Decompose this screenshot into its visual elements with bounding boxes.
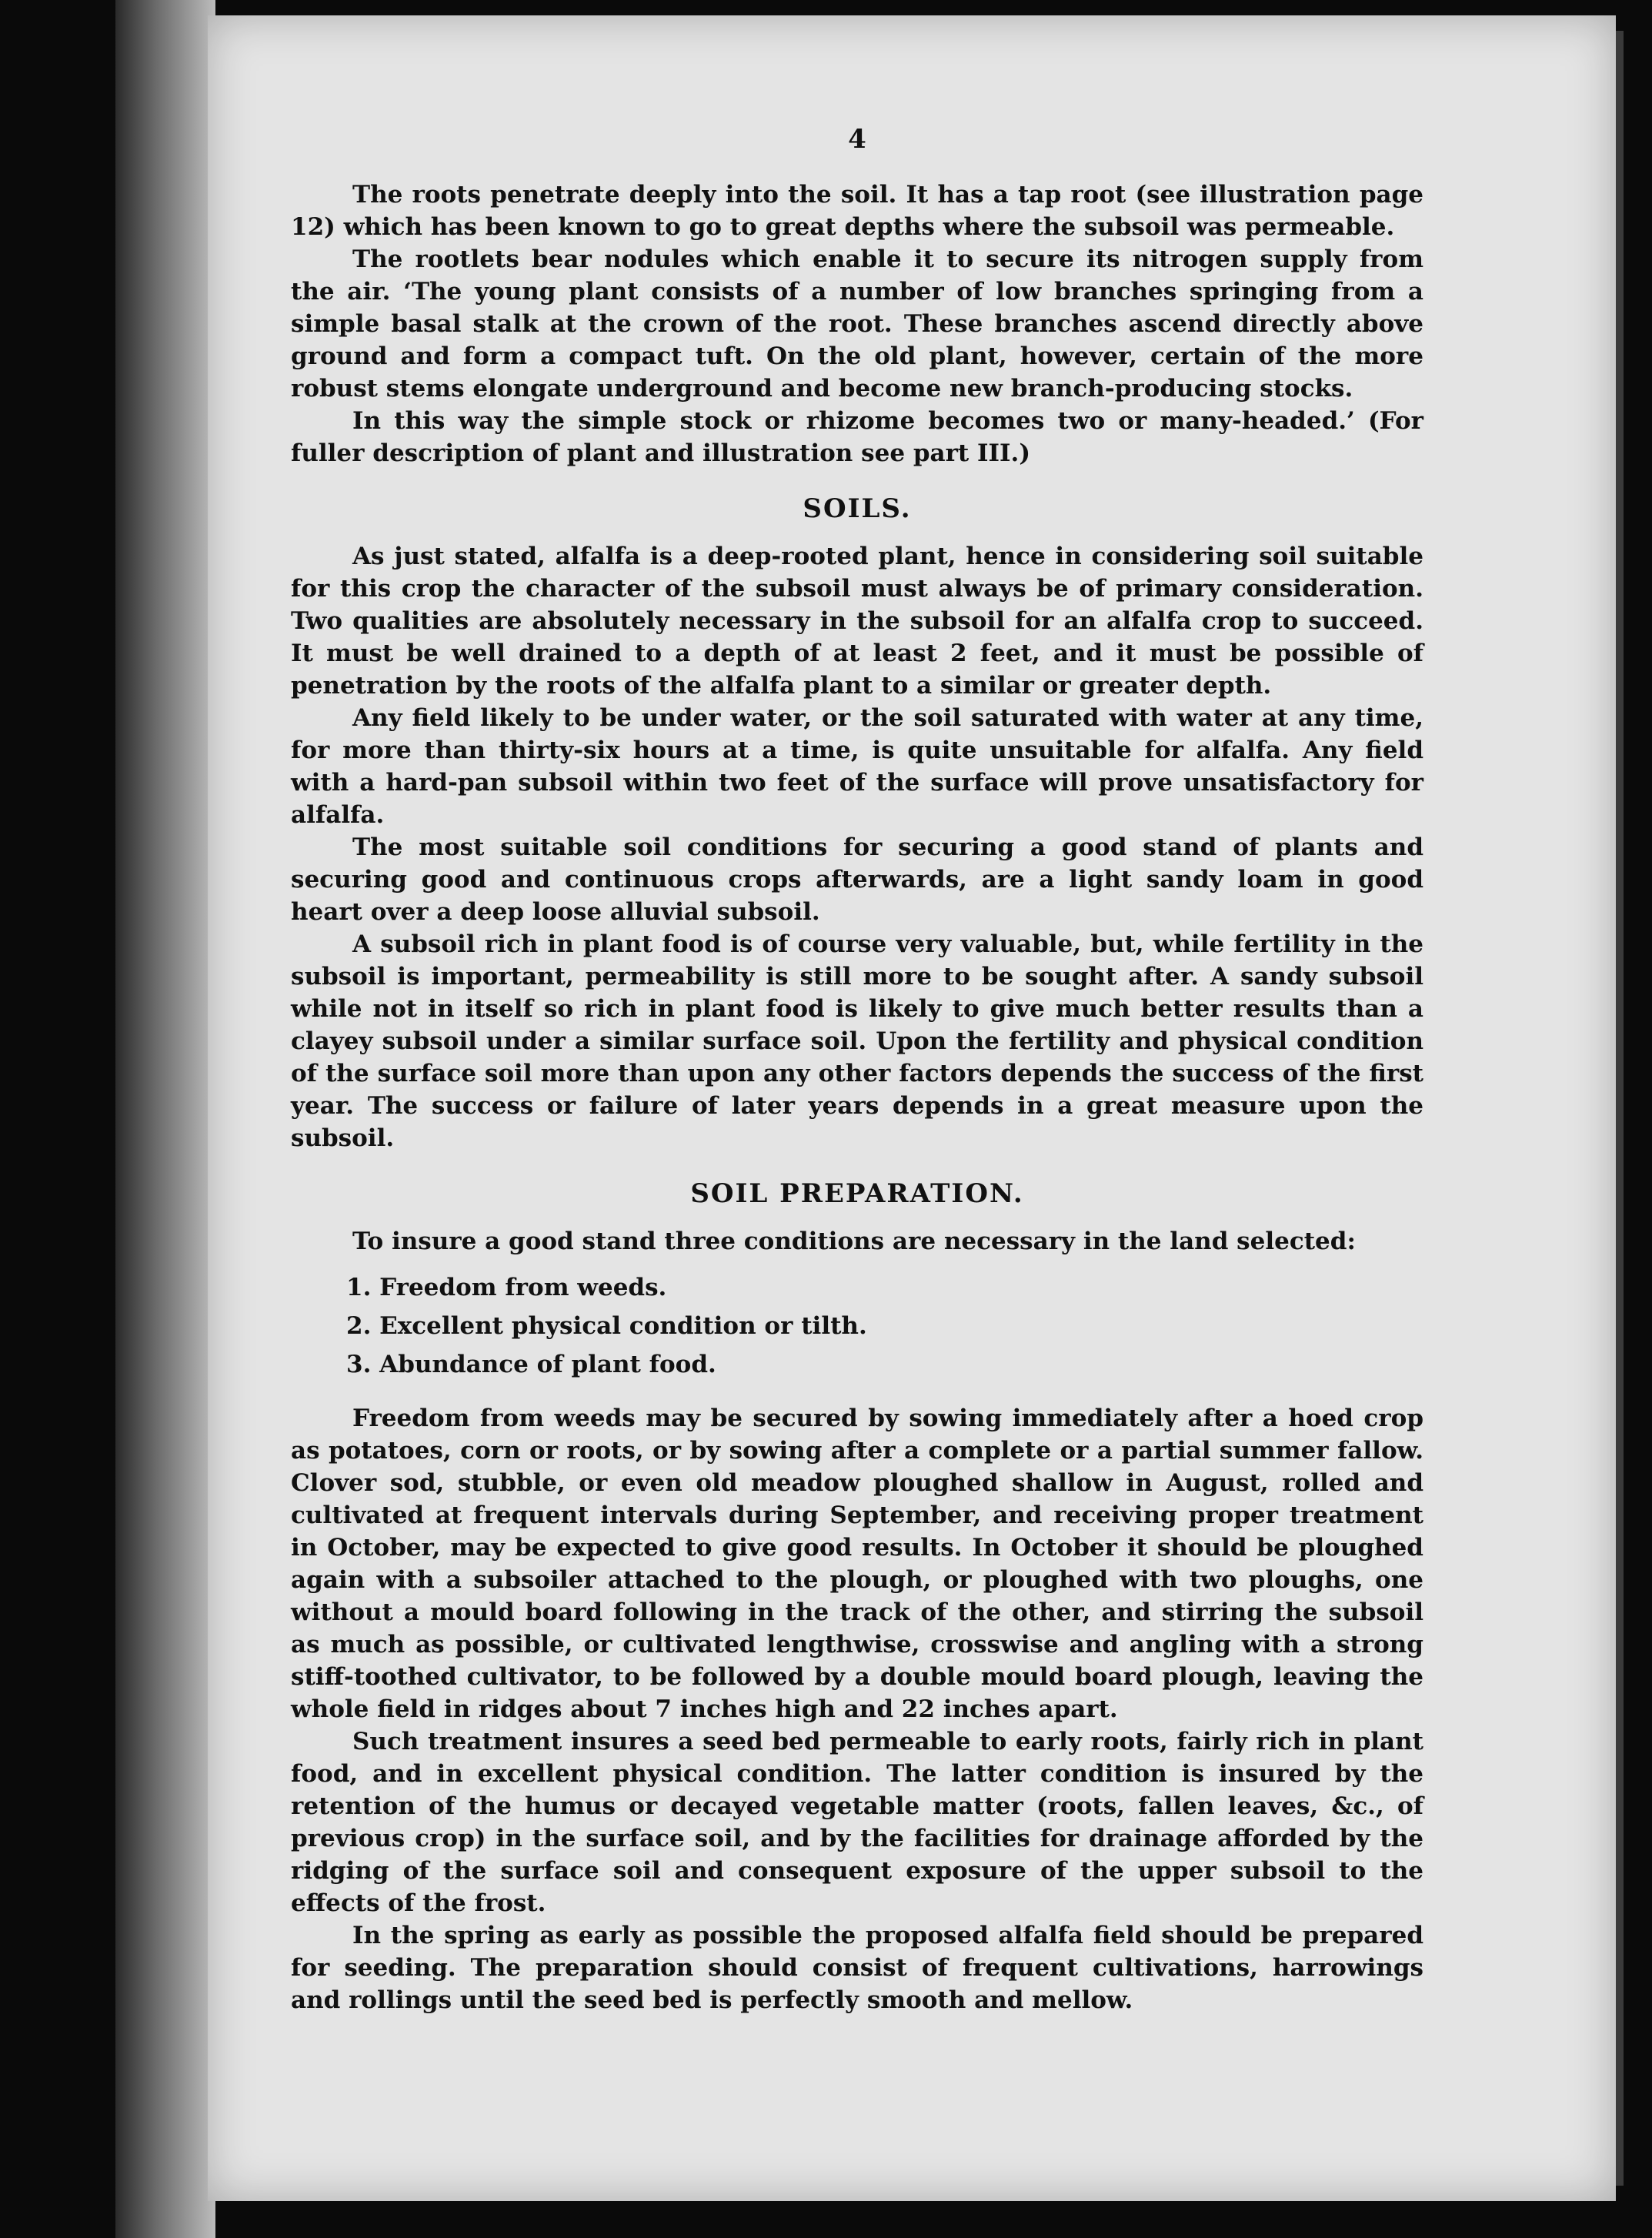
intro-paragraph-1: The roots penetrate deeply into the soil. It has a tap root (see illustration page 12) which has been known to go to great depths where the subsoil was permeable. [291, 181, 1423, 241]
soils-paragraph-2: Any field likely to be under water, or the soil saturated with water at any time, for more than thirty-six hours at a time, is quite unsuitable for alfalfa. Any field with a hard-pan subsoil within two feet of the surface will prove unsatisfactory for alfalfa. [291, 704, 1423, 829]
soils-paragraph-3: The most suitable soil conditions for securing a good stand of plants and securing good and continuous crops afterwards, are a light sandy loam in good heart over a deep loose alluvial subsoil. [291, 833, 1423, 926]
soils-heading: SOILS. [803, 493, 912, 524]
condition-item-3: 3. Abundance of plant food. [346, 1351, 716, 1378]
soil-preparation-heading: SOIL PREPARATION. [690, 1178, 1024, 1209]
soils-paragraph-4: A subsoil rich in plant food is of course very valuable, but, while fertility in the subsoil is important, permeability is still more to be sought after. A sandy subsoil while not in itself so rich in plant food is likely to give much better results than a clayey subsoil under a similar surface soil. Upon the fertility and physical condition of the surface soil more than upon any other factors depends the success of the first year. The success or failure of later years depends in a great measure upon the subsoil. [291, 930, 1423, 1152]
preparation-paragraph-2: Such treatment insures a seed bed permeable to early roots, fairly rich in plant food, and in excellent physical condition. The latter condition is insured by the retention of the humus or decayed vegetable matter (roots, fallen leaves, &c., of previous crop) in the surface soil, and by the facilities for drainage afforded by the ridging of the surface soil and consequent exposure of the upper subsoil to the effects of the frost. [291, 1728, 1423, 1917]
page-content [291, 123, 1423, 2016]
condition-item-1: 1. Freedom from weeds. [346, 1274, 667, 1301]
preparation-intro: To insure a good stand three conditions are necessary in the land selected: [352, 1228, 1356, 1255]
soil-preparation-section [291, 1225, 1423, 2016]
intro-paragraph-2: The rootlets bear nodules which enable it to secure its nitrogen supply from the air. ‘The young plant consists of a number of low branches springing from a simple basal stalk at the crown of the root. These branches ascend directly above ground and form a compact tuft. On the old plant, however, certain of the more robust stems elongate underground and become new branch-producing stocks. [291, 246, 1423, 403]
conditions-list [291, 1271, 1423, 1381]
page-right-edge [1616, 31, 1624, 2186]
page-number: 4 [848, 124, 866, 155]
soils-section [291, 540, 1423, 1154]
soils-paragraph-1: As just stated, alfalfa is a deep-rooted plant, hence in considering soil suitable for this crop the character of the subsoil must always be of primary consideration. Two qualities are absolutely necessary in the subsoil for an alfalfa crop to succeed. It must be well drained to a depth of at least 2 feet, and it must be possible of penetration by the roots of the alfalfa plant to a similar or greater depth. [291, 543, 1423, 700]
book-binding [115, 0, 215, 2238]
condition-item-2: 2. Excellent physical condition or tilth. [346, 1312, 867, 1340]
preparation-paragraph-1: Freedom from weeds may be secured by sowing immediately after a hoed crop as potatoes, corn or roots, or by sowing after a complete or a partial summer fallow. Clover sod, stubble, or even old meadow ploughed shallow in August, rolled and cultivated at frequent intervals during September, and receiving proper treatment in October, may be expected to give good results. In October it should be ploughed again with a subsoiler attached to the plough, or ploughed with two ploughs, one without a mould board following in the track of the other, and stirring the subsoil as much as possible, or cultivated lengthwise, crosswise and angling with a strong stiff-toothed cultivator, to be followed by a double mould board plough, leaving the whole field in ridges about 7 inches high and 22 inches apart. [291, 1405, 1423, 1723]
preparation-paragraph-3: In the spring as early as possible the proposed alfalfa field should be prepared for seeding. The preparation should consist of frequent cultivations, harrowings and rollings until the seed bed is perfectly smooth and mellow. [291, 1922, 1423, 2014]
intro-section [291, 179, 1423, 469]
intro-paragraph-3: In this way the simple stock or rhizome becomes two or many-headed.’ (For fuller description of plant and illustration see part III.) [291, 407, 1423, 467]
